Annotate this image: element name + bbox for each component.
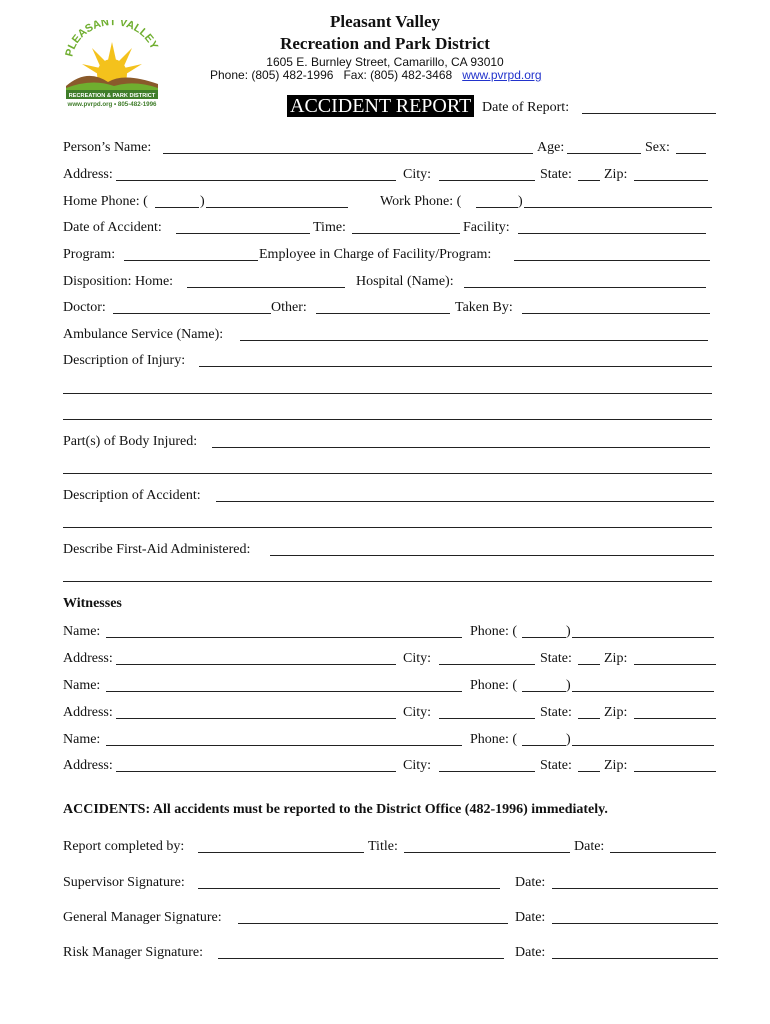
witness2-city-label: City: [403,705,432,720]
disposition-home-label: Disposition: Home: [63,274,174,289]
witness1-phone-field[interactable] [572,637,714,638]
description-accident-field-2[interactable] [63,527,712,528]
age-field[interactable] [567,153,641,154]
title-label: Title: [368,839,398,854]
witness3-address-label: Address: [63,758,113,773]
home-phone-label: Home Phone: ( [63,194,148,209]
parts-injured-label: Part(s) of Body Injured: [63,434,198,449]
witness2-city-field[interactable] [439,718,535,719]
form-title: ACCIDENT REPORT [287,95,474,117]
witness3-zip-field[interactable] [634,771,716,772]
org-address: 1605 E. Burnley Street, Camarillo, CA 93010 [266,55,504,69]
accidents-notice: ACCIDENTS: All accidents must be reported to the District Office (482-1996) immediately. [63,802,608,817]
witness3-phone-field[interactable] [572,745,714,746]
first-aid-label: Describe First-Aid Administered: [63,542,251,557]
witness1-address-label: Address: [63,651,113,666]
witness3-state-label: State: [540,758,572,773]
doctor-field[interactable] [113,313,271,314]
description-accident-label: Description of Accident: [63,488,201,503]
supervisor-signature-label: Supervisor Signature: [63,875,185,890]
witness2-address-label: Address: [63,705,113,720]
program-field[interactable] [124,260,258,261]
ambulance-label: Ambulance Service (Name): [63,327,224,342]
witness2-zip-field[interactable] [634,718,716,719]
city-label: City: [403,167,432,182]
org-name-line2: Recreation and Park District [280,34,490,53]
witness3-phone-area-field[interactable] [522,745,566,746]
witness3-state-field[interactable] [578,771,600,772]
witnesses-heading: Witnesses [63,596,122,611]
home-phone-field[interactable] [206,207,348,208]
supervisor-date-field[interactable] [552,888,718,889]
sex-field[interactable] [676,153,706,154]
work-phone-area-field[interactable] [476,207,518,208]
description-injury-field-3[interactable] [63,419,712,420]
state-label: State: [540,167,572,182]
gm-date-field[interactable] [552,923,718,924]
state-field[interactable] [578,180,600,181]
first-aid-field-1[interactable] [270,555,714,556]
description-injury-field-2[interactable] [63,393,712,394]
ambulance-field[interactable] [240,340,708,341]
witness2-name-field[interactable] [106,691,462,692]
witness1-address-field[interactable] [116,664,396,665]
description-injury-label: Description of Injury: [63,353,186,368]
program-label: Program: [63,247,116,262]
witness2-phone-field[interactable] [572,691,714,692]
rm-date-field[interactable] [552,958,718,959]
org-phone: Phone: (805) 482-1996 [210,68,334,82]
report-completed-by-label: Report completed by: [63,839,185,854]
persons-name-field[interactable] [163,153,533,154]
persons-name-label: Person’s Name: [63,140,152,155]
witness1-phone-area-field[interactable] [522,637,566,638]
logo-footer-text: www.pvrpd.org • 805-482-1996 [67,101,157,108]
witness3-name-field[interactable] [106,745,462,746]
witness1-zip-label: Zip: [604,651,628,666]
hospital-name-label: Hospital (Name): [356,274,454,289]
witness3-zip-label: Zip: [604,758,628,773]
witness3-city-label: City: [403,758,432,773]
witness2-state-field[interactable] [578,718,600,719]
doctor-label: Doctor: [63,300,106,315]
employee-in-charge-field[interactable] [514,260,710,261]
logo-arc-text: PLEASANT VALLEY [63,20,160,58]
witness1-phone-paren: ) [566,624,571,639]
city-field[interactable] [439,180,535,181]
witness1-phone-label: Phone: ( [470,624,518,639]
witness3-city-field[interactable] [439,771,535,772]
address-label: Address: [63,167,113,182]
parts-injured-field-1[interactable] [212,447,710,448]
taken-by-label: Taken By: [455,300,513,315]
gm-date-label: Date: [515,910,546,925]
witness3-address-field[interactable] [116,771,396,772]
work-phone-label: Work Phone: ( [380,194,462,209]
witness2-address-field[interactable] [116,718,396,719]
zip-label: Zip: [604,167,628,182]
org-name-line1: Pleasant Valley [329,12,441,31]
witness3-phone-label: Phone: ( [470,732,518,747]
home-phone-area-field[interactable] [155,207,199,208]
witness2-phone-paren: ) [566,678,571,693]
report-date-label: Date: [574,839,605,854]
witness2-phone-area-field[interactable] [522,691,566,692]
zip-field[interactable] [634,180,708,181]
work-phone-paren: ) [518,194,523,209]
employee-in-charge-label: Employee in Charge of Facility/Program: [259,247,492,262]
gm-signature-label: General Manager Signature: [63,910,222,925]
witness1-state-field[interactable] [578,664,600,665]
gm-signature-field[interactable] [238,923,508,924]
time-label: Time: [313,220,346,235]
witness2-zip-label: Zip: [604,705,628,720]
home-phone-paren: ) [200,194,205,209]
contact-line [210,68,542,82]
logo-band-text: RECREATION & PARK DISTRICT [68,93,156,99]
website-link[interactable]: www.pvrpd.org [462,68,542,82]
age-label: Age: [537,140,565,155]
description-injury-field-1[interactable] [199,366,712,367]
time-field[interactable] [352,233,460,234]
facility-label: Facility: [463,220,510,235]
witness1-name-field[interactable] [106,637,462,638]
rm-signature-label: Risk Manager Signature: [63,945,203,960]
title-field[interactable] [404,852,570,853]
witness1-city-label: City: [403,651,432,666]
witness2-name-label: Name: [63,678,101,693]
taken-by-field[interactable] [522,313,710,314]
date-of-accident-field[interactable] [176,233,310,234]
date-of-report-label: Date of Report: [482,100,570,115]
witness1-name-label: Name: [63,624,101,639]
sun-logo-icon [62,20,162,108]
other-field[interactable] [316,313,450,314]
report-completed-by-field[interactable] [198,852,364,853]
parts-injured-field-2[interactable] [63,473,712,474]
rm-signature-field[interactable] [218,958,504,959]
address-field[interactable] [116,180,396,181]
witness1-state-label: State: [540,651,572,666]
rm-date-label: Date: [515,945,546,960]
district-logo [62,20,162,108]
witness1-zip-field[interactable] [634,664,716,665]
date-of-report-field[interactable] [582,113,716,114]
witness2-phone-label: Phone: ( [470,678,518,693]
org-fax: Fax: (805) 482-3468 [343,68,453,82]
work-phone-field[interactable] [524,207,712,208]
facility-field[interactable] [518,233,706,234]
description-accident-field-1[interactable] [216,501,714,502]
hospital-name-field[interactable] [464,287,706,288]
supervisor-date-label: Date: [515,875,546,890]
first-aid-field-2[interactable] [63,581,712,582]
witness2-state-label: State: [540,705,572,720]
sex-label: Sex: [645,140,670,155]
supervisor-signature-field[interactable] [198,888,500,889]
report-date-field[interactable] [610,852,716,853]
witness3-name-label: Name: [63,732,101,747]
date-of-accident-label: Date of Accident: [63,220,162,235]
witness3-phone-paren: ) [566,732,571,747]
witness1-city-field[interactable] [439,664,535,665]
other-label: Other: [271,300,307,315]
disposition-home-field[interactable] [187,287,345,288]
